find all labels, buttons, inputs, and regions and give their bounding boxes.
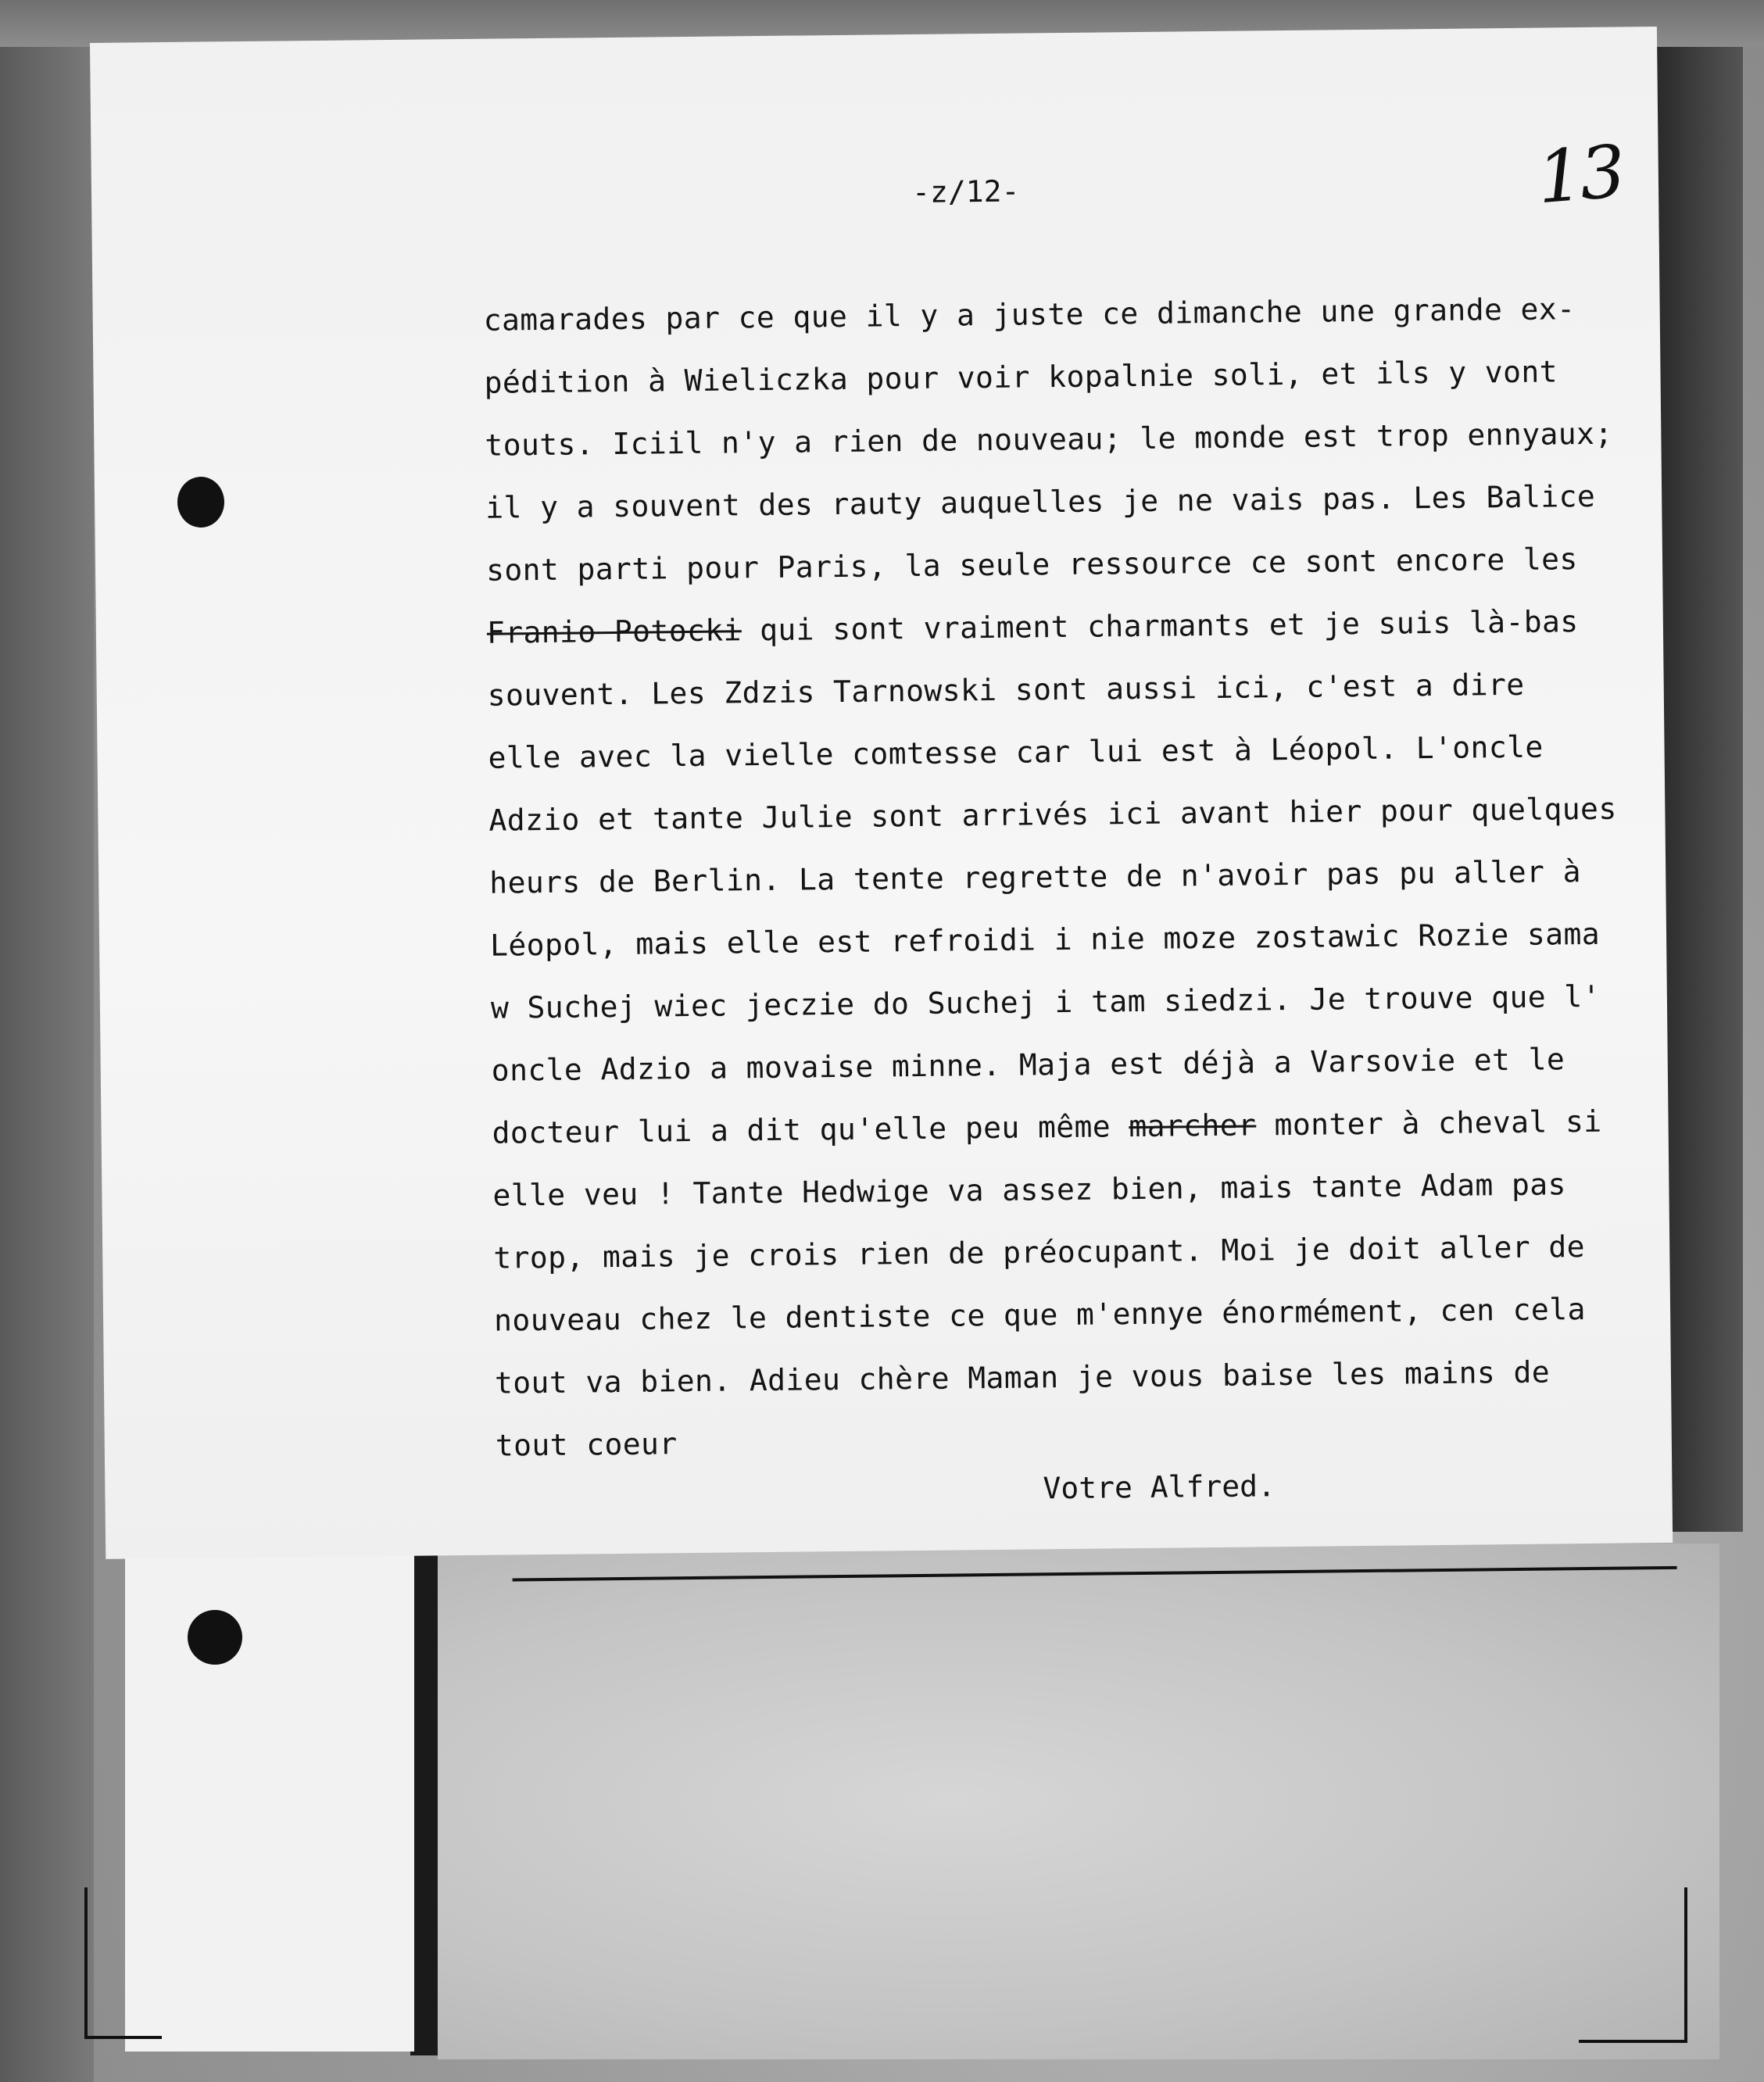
line-text: trop, mais je crois rien de préocupant. Moi je doit aller de: [493, 1229, 1586, 1275]
line-text: pédition à Wieliczka pour voir kopalnie soli, et ils y vont: [484, 354, 1558, 400]
struck-text: marcher: [1129, 1107, 1257, 1144]
signature: Votre Alfred.: [1043, 1468, 1276, 1506]
letter-line: [495, 1401, 1715, 1476]
punch-hole-icon: [188, 1610, 242, 1665]
crop-mark-bottom-left: [84, 1887, 162, 2039]
crop-mark-bottom-right: [1579, 1887, 1687, 2043]
scan-edge-left: [0, 0, 94, 2082]
letter-body: [483, 276, 1715, 1476]
punch-hole-icon: [177, 477, 224, 528]
line-text: heurs de Berlin. La tente regrette de n'avoir pas pu aller à: [489, 854, 1582, 900]
folio-number: 13: [1533, 129, 1626, 220]
line-text: souvent. Les Zdzis Tarnowski sont aussi ici, c'est a dire: [487, 667, 1525, 713]
line-text: tout va bien. Adieu chère Maman je vous baise les mains de: [494, 1354, 1551, 1401]
line-text: camarades par ce que il y a juste ce dimanche une grande ex-: [483, 292, 1576, 338]
line-text: touts. Iciil n'y a rien de nouveau; le monde est trop ennyaux;: [485, 416, 1613, 463]
line-text: nouveau chez le dentiste ce que m'ennye énormément, cen cela: [493, 1292, 1586, 1338]
line-text: elle avec la vielle comtesse car lui est à Léopol. L'oncle: [488, 729, 1544, 775]
line-text: qui sont vraiment charmants et je suis là-bas: [741, 604, 1579, 648]
paper-strip: [125, 1544, 414, 2052]
letter-line: [495, 1339, 1715, 1414]
line-text: oncle Adzio a movaise minne. Maja est déjà a Varsovie et le: [491, 1042, 1565, 1088]
line-text: Adzio et tante Julie sont arrivés ici avant hier pour quelques: [488, 791, 1617, 838]
struck-text: Franio Potocki: [486, 613, 742, 650]
letter-page: [90, 27, 1673, 1559]
underlying-page: [438, 1544, 1719, 2059]
line-text: Léopol, mais elle est refroidi i nie moze zostawic Rozie sama: [489, 916, 1601, 963]
line-text: elle veu ! Tante Hedwige va assez bien, mais tante Adam pas: [492, 1167, 1567, 1213]
line-text: w Suchej wiec jeczie do Suchej i tam siedzi. Je trouve que l': [490, 978, 1601, 1025]
line-text: tout coeur: [495, 1426, 678, 1463]
line-text: sont parti pour Paris, la seule ressource ce sont encore les: [485, 542, 1578, 588]
line-text: il y a souvent des rauty auquelles je ne vais pas. Les Balice: [485, 478, 1596, 525]
page-marker: -z/12-: [911, 174, 1020, 209]
line-text: monter à cheval si: [1256, 1104, 1602, 1143]
line-text: docteur lui a dit qu'elle peu même: [492, 1109, 1129, 1150]
